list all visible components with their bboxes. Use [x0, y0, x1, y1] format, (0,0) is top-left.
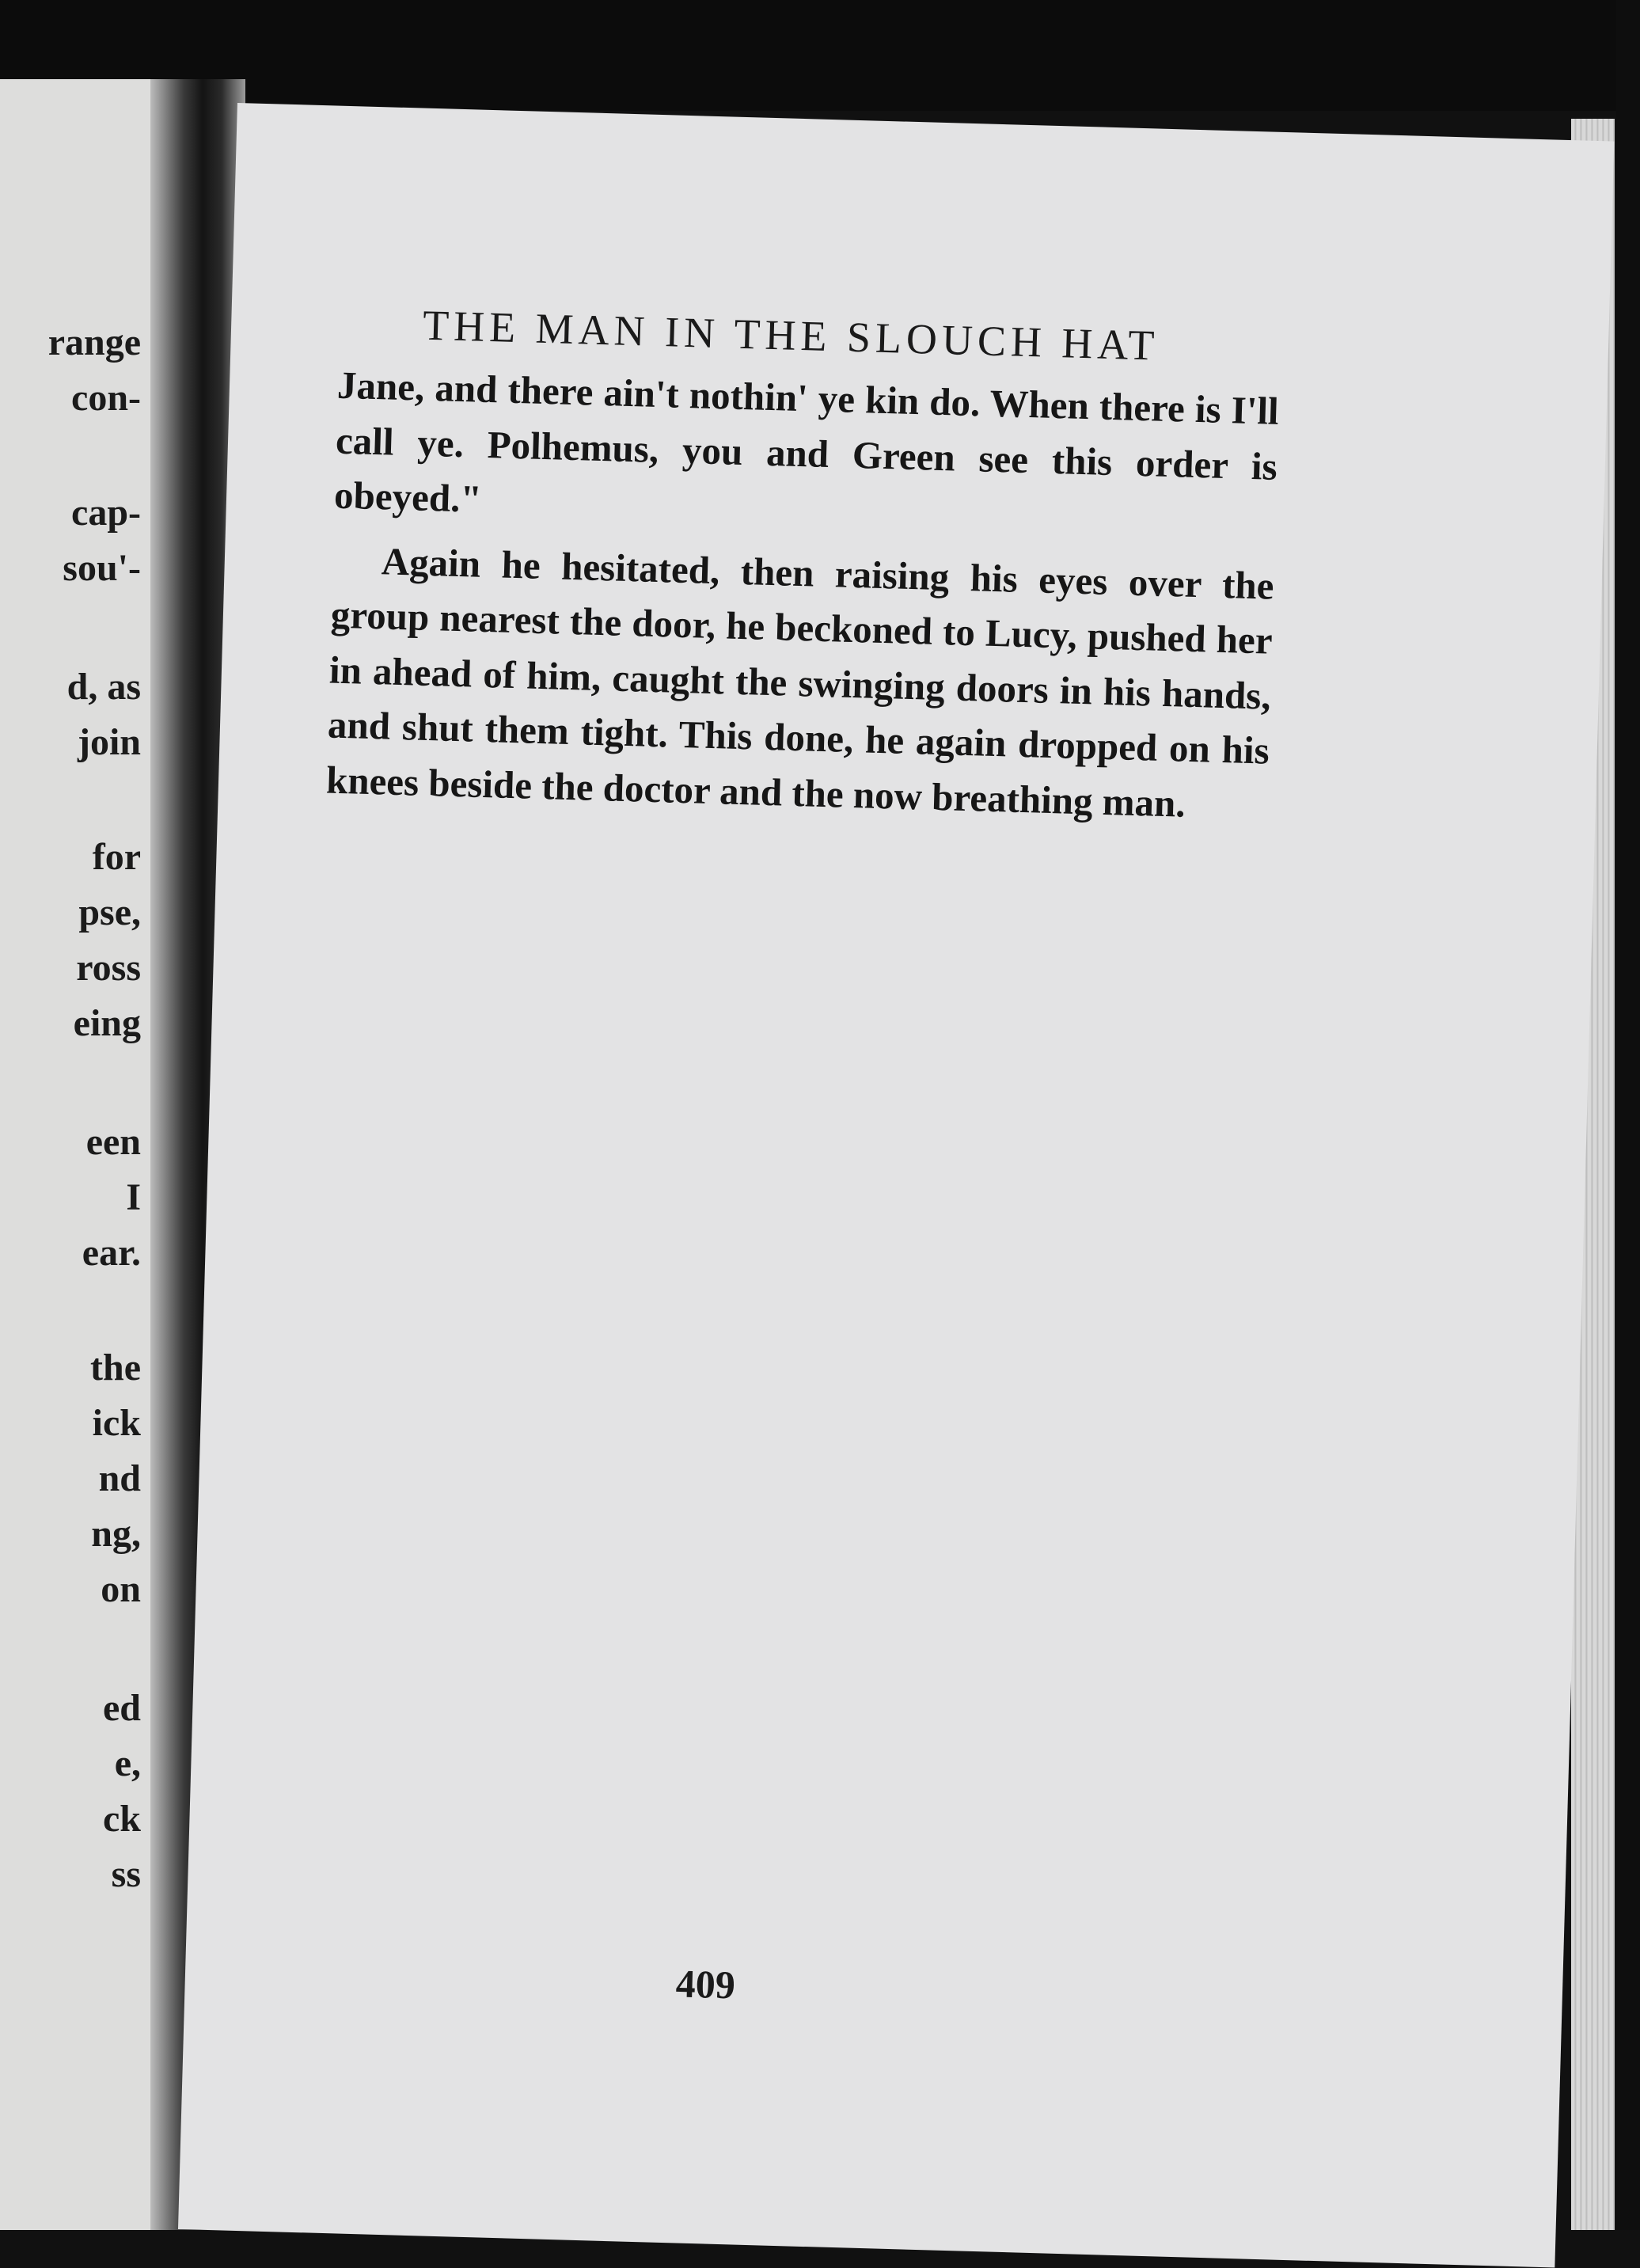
previous-page-line-end: ng,: [91, 1513, 141, 1555]
previous-page-line-end: ick: [92, 1402, 141, 1444]
previous-page-line-end: nd: [98, 1457, 141, 1499]
previous-page-line-end: ear.: [82, 1232, 141, 1274]
previous-page-line-end: I: [126, 1176, 141, 1218]
previous-page-line-end: the: [90, 1347, 141, 1389]
previous-page-line-end: e,: [114, 1742, 141, 1784]
previous-page-line-end: ed: [103, 1687, 141, 1729]
previous-page-line-end: ss: [111, 1853, 141, 1895]
paragraph-continuation: Jane, and there ain't nothin' ye kin do. When there is I'll call ye. Polhemus, you and Green see this order is obeyed.": [333, 363, 1280, 521]
scan-background-top: [0, 0, 1640, 111]
paragraph: Again he hesitated, then raising his eyes over the group nearest the door, he beckoned to Lucy, pushed her in ahead of him, caught the swinging doors in his hands, and shut them tight. This done, he again dropped on his knees beside the doctor and the now breathing man.: [325, 538, 1275, 826]
previous-page-line-end: con-: [71, 377, 141, 419]
previous-page-line-end: cap-: [71, 492, 141, 534]
page-number: 409: [675, 1961, 736, 2008]
scan-background-right: [1616, 0, 1640, 2230]
page-body: [325, 358, 1279, 834]
running-head: THE MAN IN THE SLOUCH HAT: [422, 301, 1160, 370]
previous-page-line-end: pse,: [78, 891, 141, 933]
previous-page-line-end: on: [101, 1568, 141, 1610]
previous-page-line-end: een: [85, 1121, 141, 1163]
previous-page-line-end: eing: [73, 1002, 141, 1044]
previous-page-line-end: for: [92, 836, 141, 878]
previous-page-line-end: d, as: [66, 666, 141, 708]
previous-page-line-end: join: [77, 721, 141, 763]
previous-page-line-end: ck: [103, 1798, 141, 1840]
book-page: [178, 103, 1614, 2268]
previous-page-line-end: range: [47, 321, 141, 363]
previous-page-line-end: ross: [76, 947, 141, 989]
previous-page-line-end: sou'-: [63, 547, 141, 589]
